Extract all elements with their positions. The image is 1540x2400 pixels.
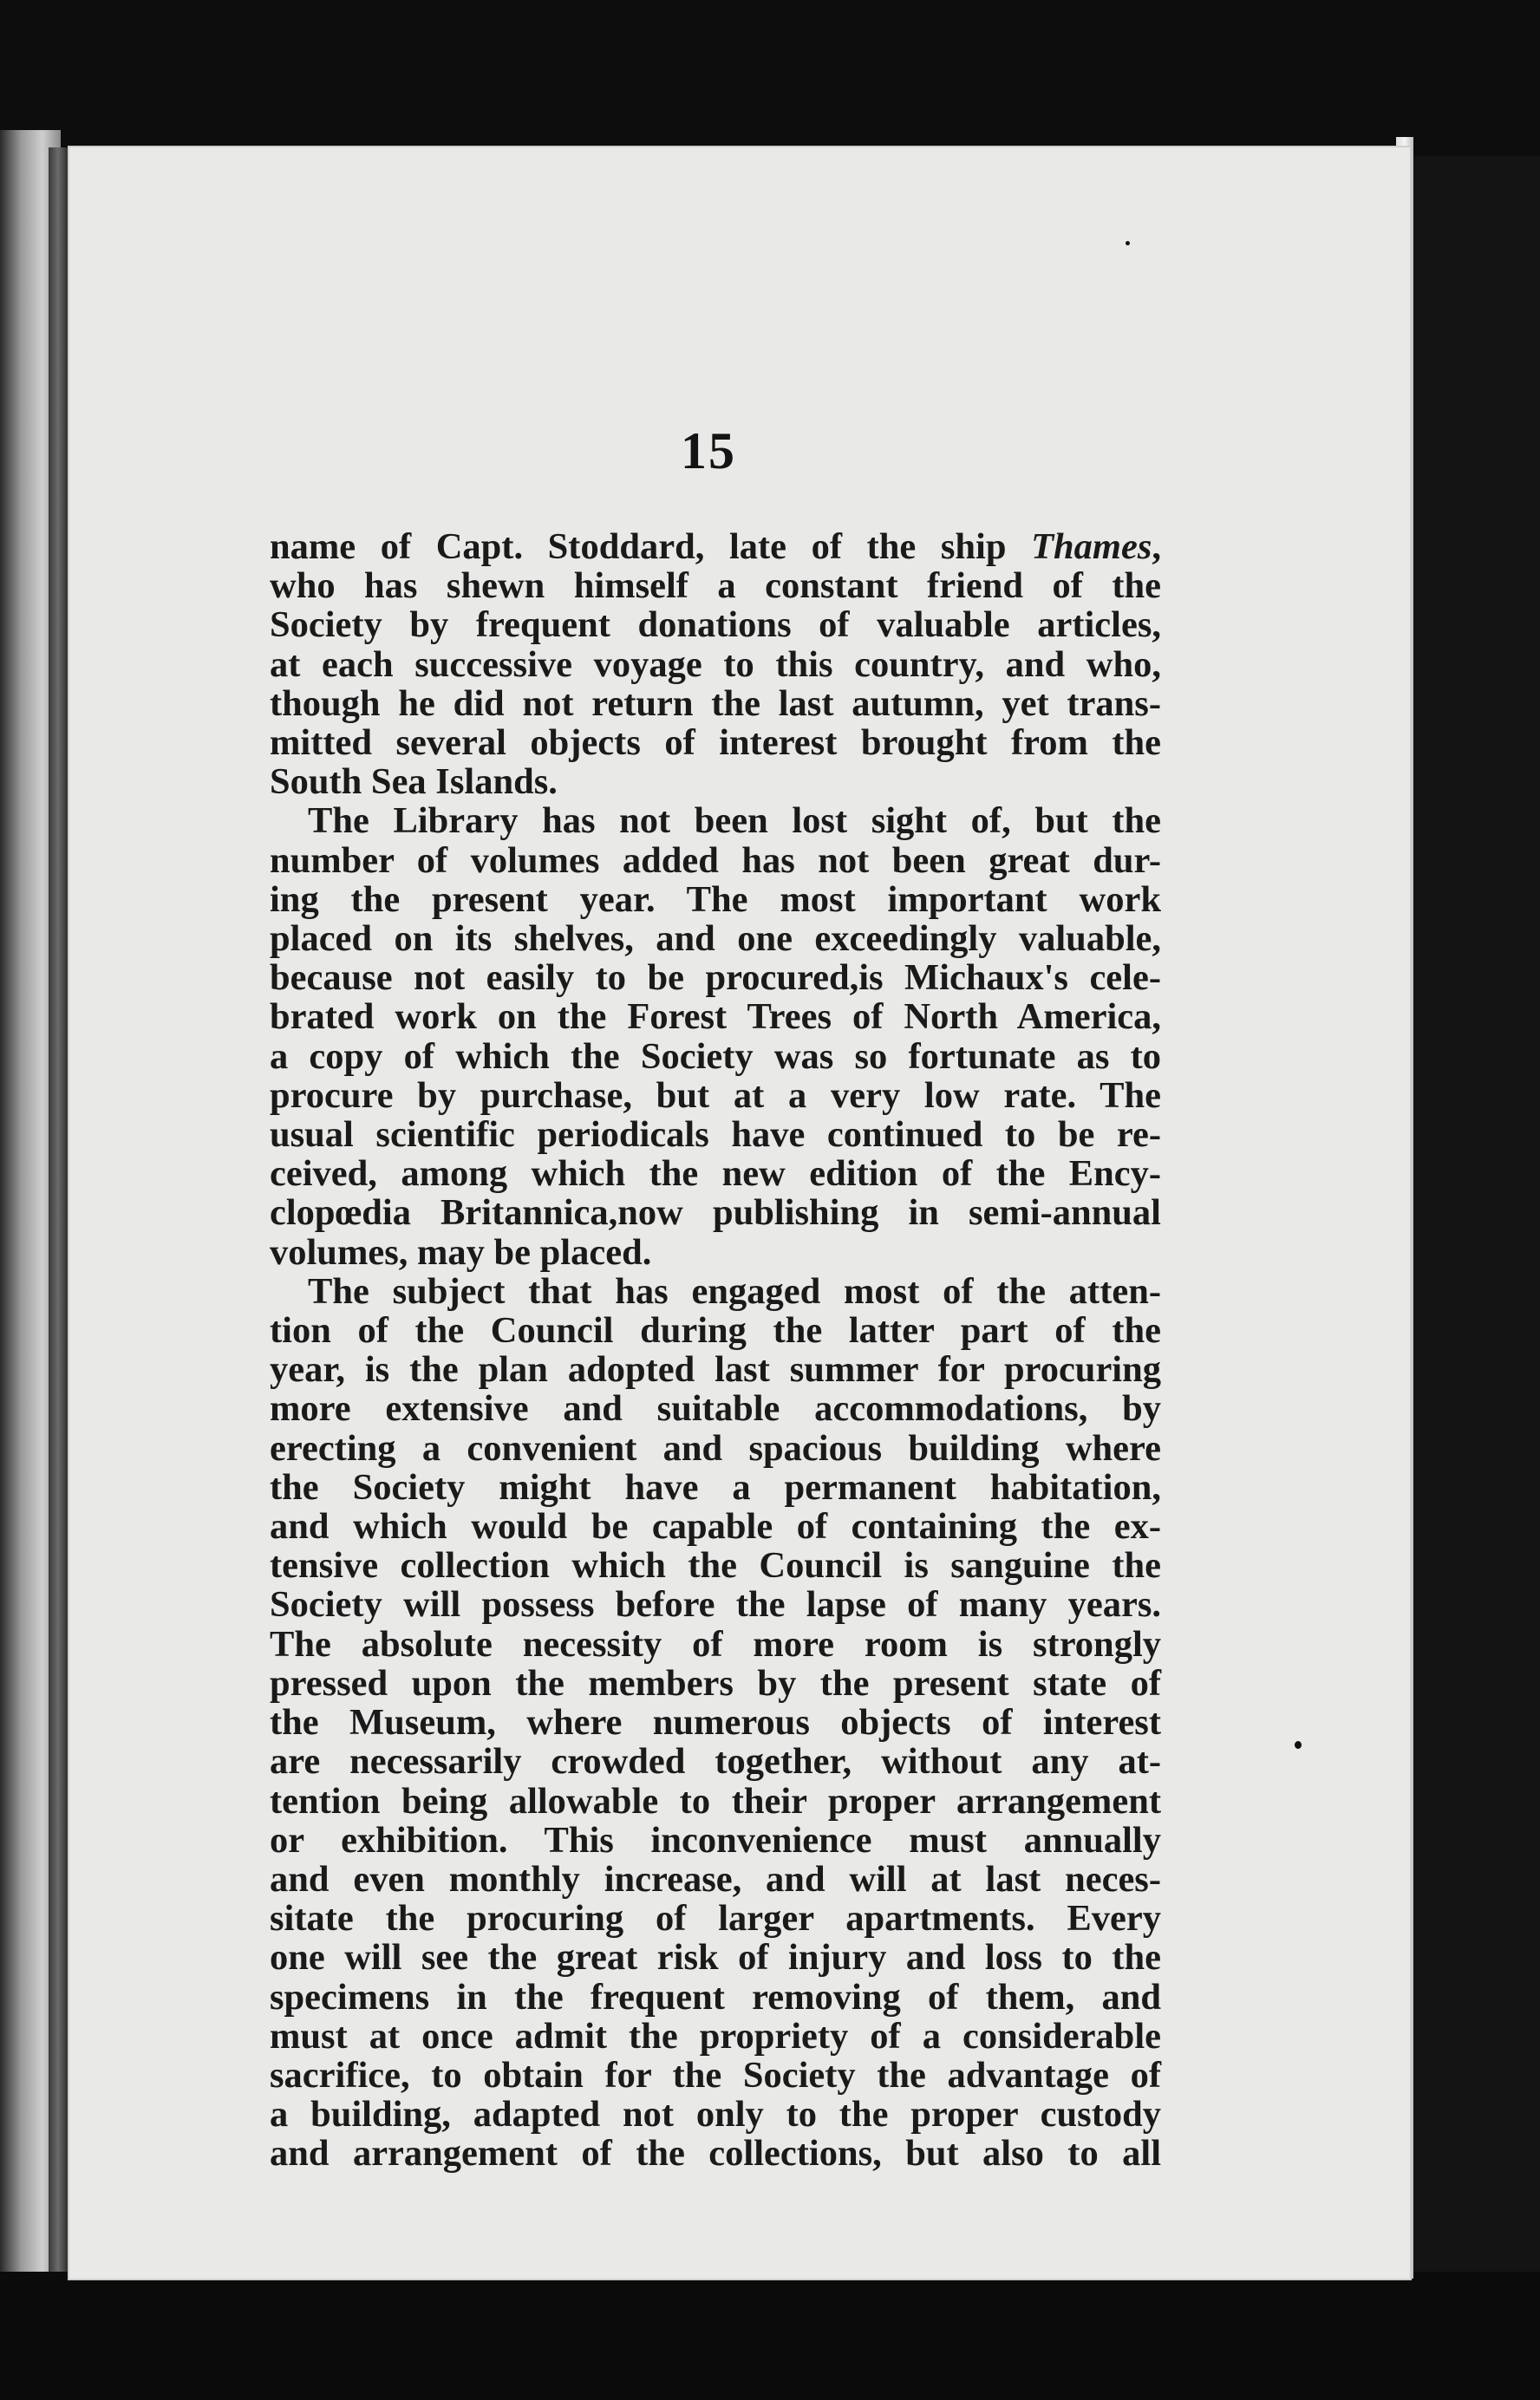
text-line: Society by frequent donations of valuable articles, — [270, 604, 1161, 646]
text-line: or exhibition. This inconvenience must annually — [270, 1819, 1161, 1861]
text-line: year, is the plan adopted last summer for procuring — [270, 1349, 1161, 1391]
text-line: ing the present year. The most important work — [270, 878, 1161, 920]
scan-top-border — [0, 0, 1540, 156]
text-line: name of Capt. Stoddard, late of the ship Thames, — [270, 526, 1161, 567]
text-line: procure by purchase, but at a very low rate. The — [270, 1074, 1161, 1116]
text-line: tention being allowable to their proper arrangement — [270, 1780, 1161, 1822]
scan-speck — [1126, 241, 1130, 245]
scan-bottom-border — [0, 2272, 1540, 2400]
text-line: clopœdia Britannica,now publishing in semi-annual — [270, 1192, 1161, 1234]
text-line: pressed upon the members by the present state of — [270, 1662, 1161, 1704]
paragraph-captain-stoddard — [270, 527, 1161, 801]
book-spine — [49, 147, 68, 2272]
text-line: tion of the Council during the latter part of the — [270, 1310, 1161, 1352]
page-number: 15 — [681, 422, 736, 479]
text-line: Society will possess before the lapse of many years. — [270, 1584, 1161, 1626]
text-line: more extensive and suitable accommodations, by — [270, 1388, 1161, 1430]
text-line: The Library has not been lost sight of, but the — [308, 800, 1161, 842]
text-line: usual scientific periodicals have continued to be re- — [270, 1114, 1161, 1156]
text-line: sitate the procuring of larger apartments. Every — [270, 1898, 1161, 1940]
text-line: the Museum, where numerous objects of interest — [270, 1702, 1161, 1744]
paragraph-library — [270, 801, 1161, 1271]
text-line: volumes, may be placed. — [270, 1231, 652, 1273]
text-line: sacrifice, to obtain for the Society the advantage of — [270, 2054, 1161, 2096]
text-line: brated work on the Forest Trees of North America, — [270, 996, 1161, 1038]
text-line: mitted several objects of interest brought from the — [270, 722, 1161, 764]
text-line: South Sea Islands. — [270, 761, 558, 803]
text-line: specimens in the frequent removing of them, and — [270, 1976, 1161, 2018]
scan-speck — [1295, 1741, 1302, 1749]
text-line: the Society might have a permanent habitation, — [270, 1466, 1161, 1508]
text-line: who has shewn himself a constant friend of the — [270, 565, 1161, 607]
text-line: erecting a convenient and spacious building where — [270, 1427, 1161, 1469]
text-line: placed on its shelves, and one exceedingly valuable, — [270, 918, 1161, 960]
book-page — [68, 146, 1412, 2280]
body-text — [270, 527, 1161, 2174]
text-line: a copy of which the Society was so fortunate as to — [270, 1035, 1161, 1077]
text-line: though he did not return the last autumn, yet trans- — [270, 682, 1161, 724]
text-line: at each successive voyage to this country, and who, — [270, 643, 1161, 685]
text-line: are necessarily crowded together, without any at- — [270, 1741, 1161, 1783]
text-line: The subject that has engaged most of the atten- — [308, 1270, 1161, 1312]
text-line: and which would be capable of containing the ex- — [270, 1506, 1161, 1548]
paragraph-building-plan — [270, 1272, 1161, 2174]
text-line: and arrangement of the collections, but also to all — [270, 2133, 1161, 2175]
text-line: ceived, among which the new edition of the Ency- — [270, 1153, 1161, 1195]
text-line: must at once admit the propriety of a considerable — [270, 2015, 1161, 2057]
text-line: The absolute necessity of more room is strongly — [270, 1623, 1161, 1665]
text-line: one will see the great risk of injury and loss to the — [270, 1937, 1161, 1979]
text-line: tensive collection which the Council is sanguine the — [270, 1545, 1161, 1587]
text-line: number of volumes added has not been great dur- — [270, 839, 1161, 881]
text-line: a building, adapted not only to the proper custody — [270, 2094, 1161, 2136]
text-line: and even monthly increase, and will at last neces- — [270, 1858, 1161, 1900]
text-line: because not easily to be procured,is Michaux's cele- — [270, 957, 1161, 999]
ship-name: Thames — [1031, 526, 1152, 567]
